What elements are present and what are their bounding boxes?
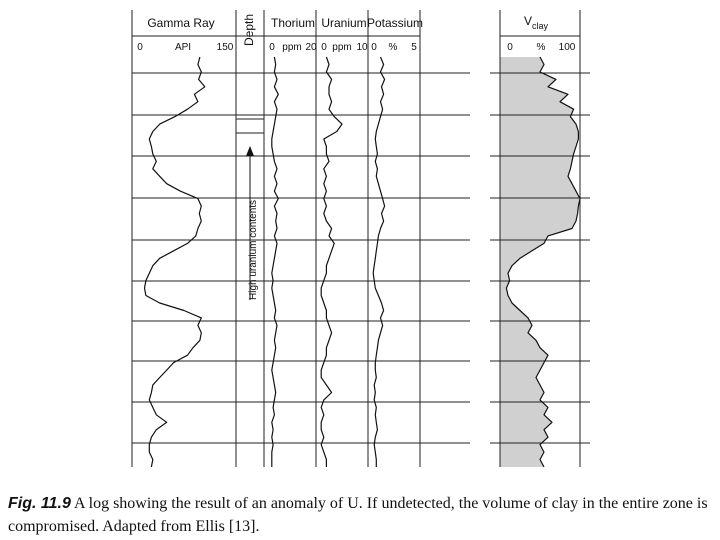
vclay-fill-layer	[500, 57, 580, 467]
vclay-scale-max: 100	[558, 42, 576, 53]
thorium-unit: ppm	[282, 42, 302, 53]
vclay-unit: %	[536, 42, 546, 53]
potassium-title: Potassium	[366, 16, 424, 30]
potassium-scale-max: 5	[411, 42, 417, 53]
vclay-title-main: V	[523, 14, 532, 28]
gamma-ray-title: Gamma Ray	[147, 16, 215, 30]
thorium-title: Thorium	[270, 16, 316, 30]
high-uranium-arrowhead	[246, 146, 254, 156]
thorium-curve	[272, 57, 279, 467]
gamma-ray-curve	[145, 57, 205, 467]
uranium-unit: ppm	[332, 42, 352, 53]
gamma-ray-scale-min: 0	[137, 42, 143, 53]
thorium-scale-min: 0	[269, 42, 275, 53]
vclay-title-sub: clay	[532, 21, 549, 31]
gamma-ray-unit: API	[174, 42, 192, 53]
depth-title: Depth	[242, 13, 256, 47]
thorium-scale-max: 20	[305, 42, 317, 53]
vclay-scale-min: 0	[507, 42, 513, 53]
uranium-scale-min: 0	[321, 42, 327, 53]
uranium-curve	[321, 57, 342, 467]
figure-label: Fig. 11.9	[8, 495, 71, 512]
potassium-scale-min: 0	[371, 42, 377, 53]
gamma-ray-scale-max: 150	[216, 42, 234, 53]
caption-text: A log showing the result of an anomaly of U. If undetected, the volume of clay in the entire zone is compromised. Adapted from Ellis [13].	[8, 495, 708, 535]
uranium-scale-max: 10	[356, 42, 368, 53]
potassium-unit: %	[388, 42, 398, 53]
vclay-shaded-area	[500, 57, 580, 467]
depth-marker	[236, 119, 264, 133]
high-uranium-label: High uranium contents	[248, 199, 259, 300]
figure-caption	[8, 492, 708, 538]
vclay-title	[524, 14, 549, 31]
potassium-curve	[373, 57, 384, 467]
uranium-title: Uranium	[321, 16, 367, 30]
